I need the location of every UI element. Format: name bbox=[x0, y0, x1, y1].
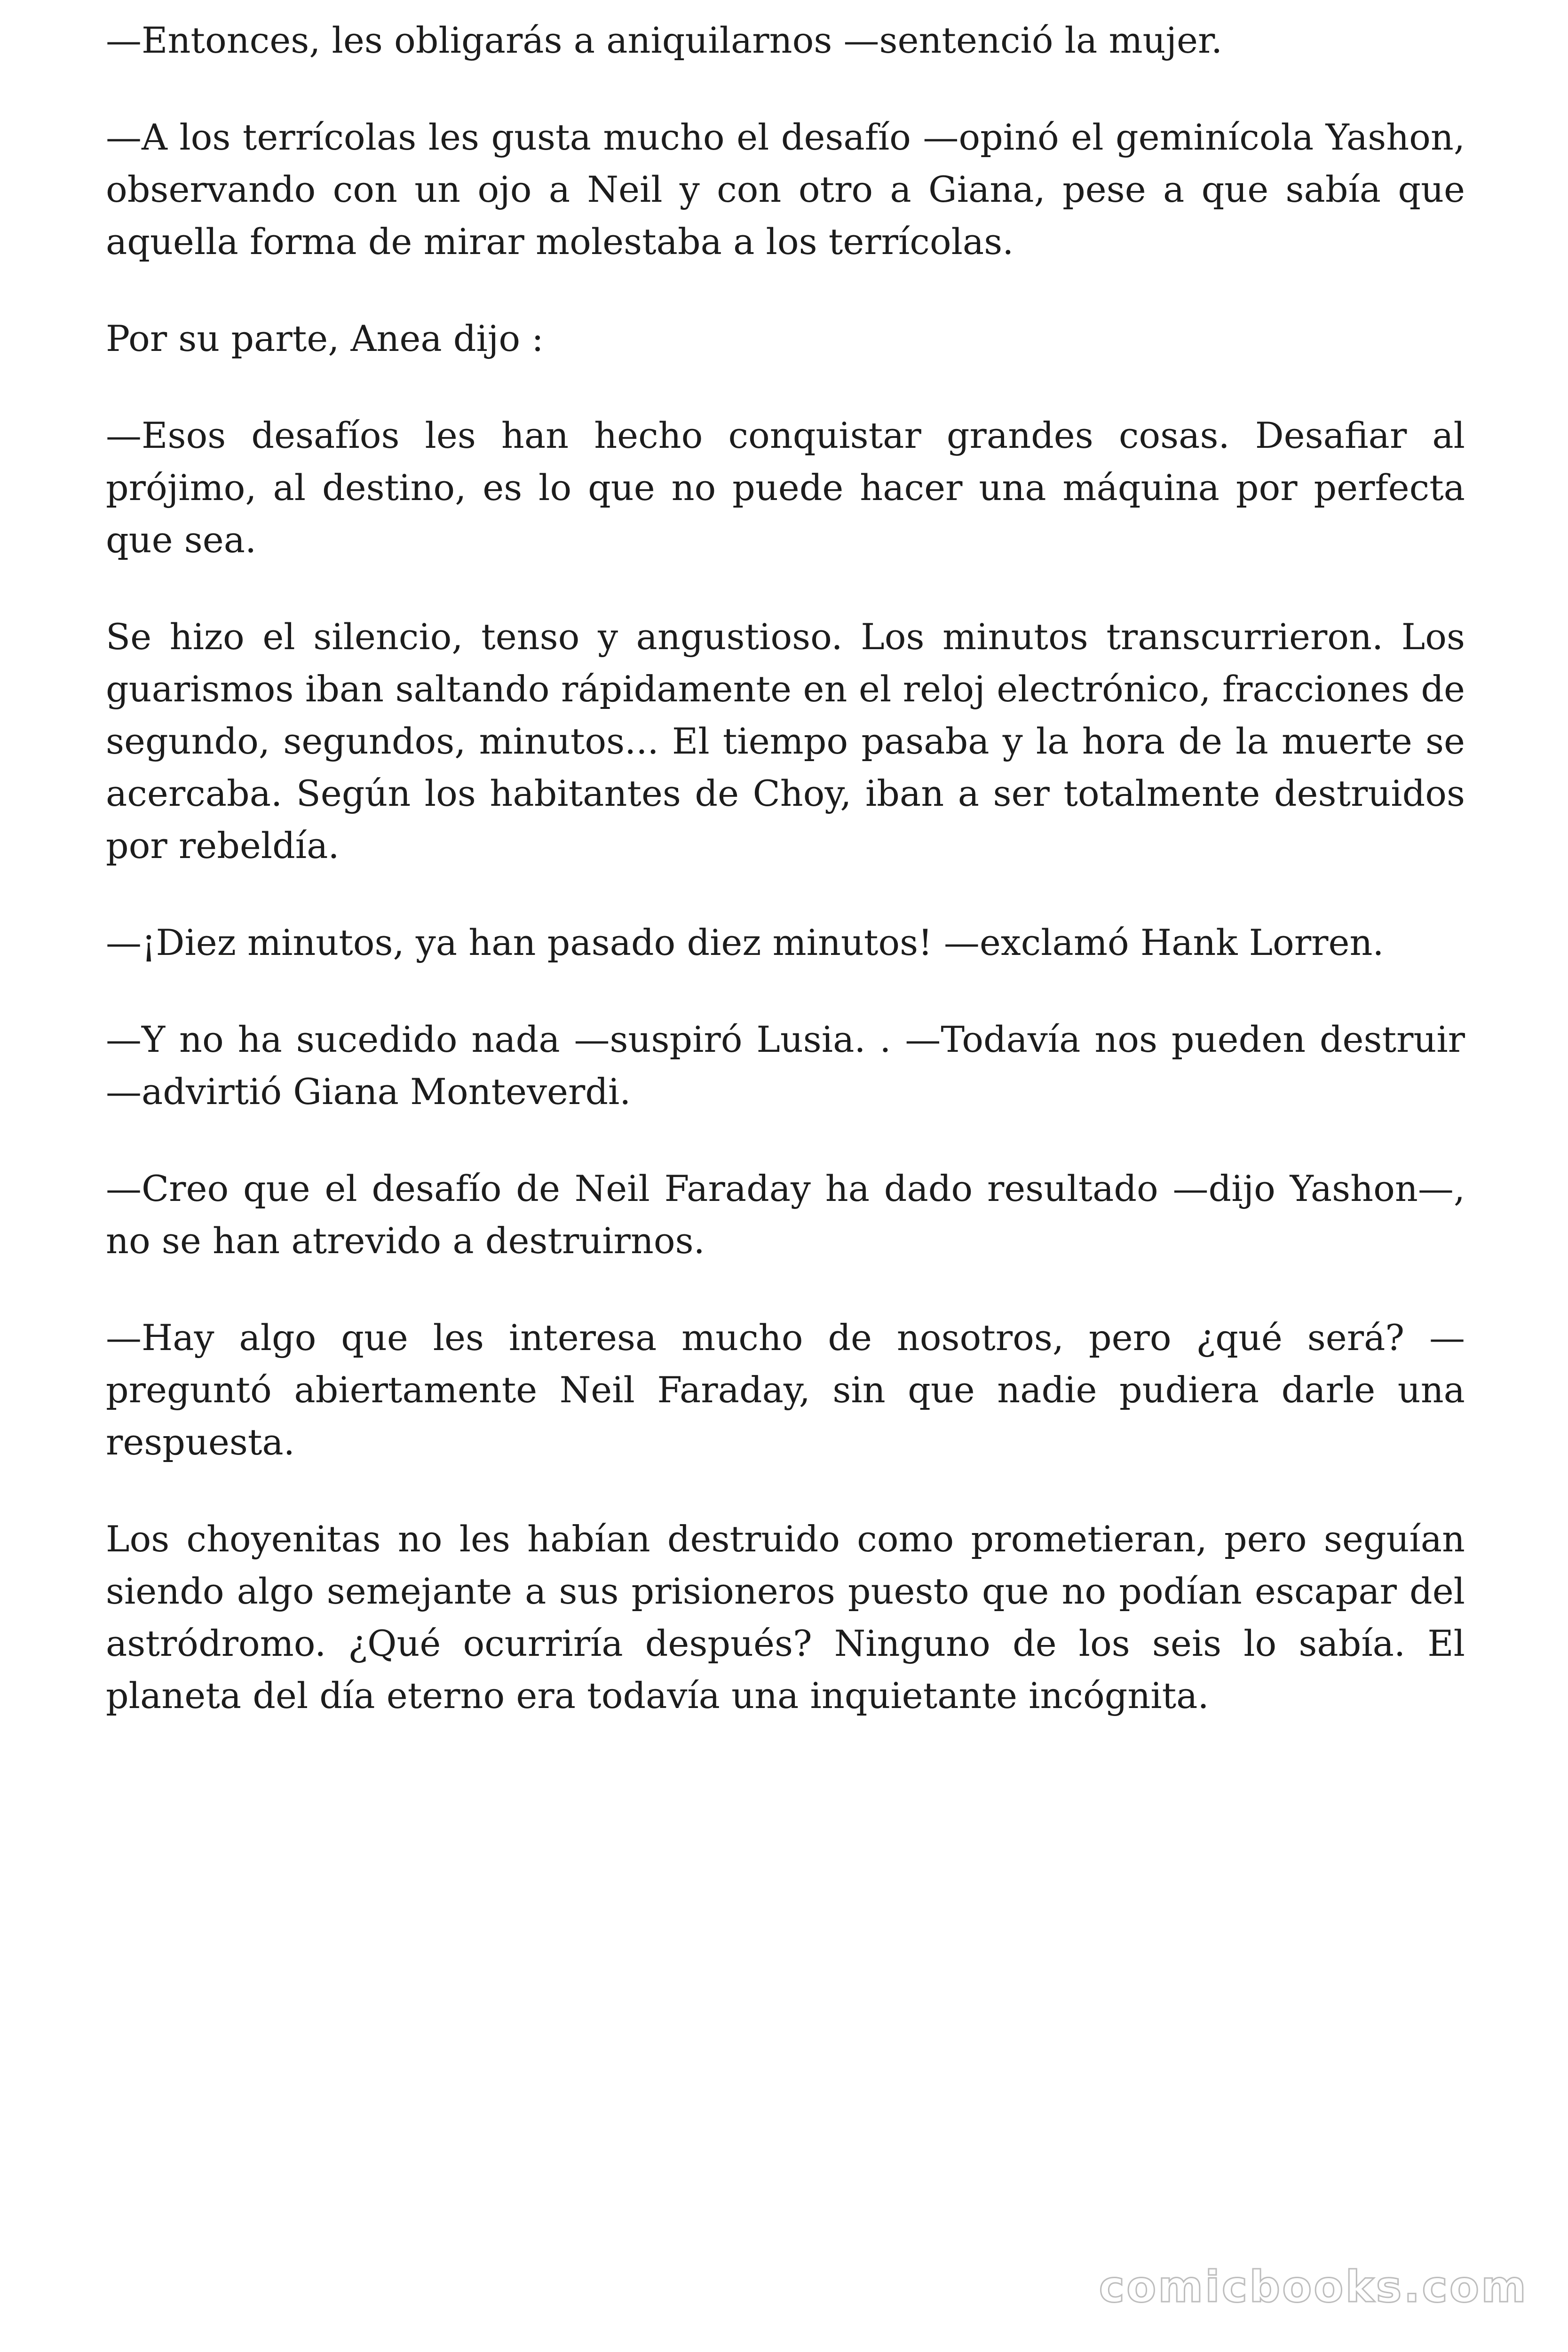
watermark-logo: comicbooks.com bbox=[1099, 2262, 1528, 2312]
paragraph: —A los terrícolas les gusta mucho el desafío —opinó el geminícola Yashon, observando con un ojo a Neil y con otro a Giana, pese a que sabía que aquella forma de mirar molestaba a los terrícolas. bbox=[106, 116, 1465, 262]
paragraph: —Y no ha sucedido nada —suspiró Lusia. . —Todavía nos pueden destruir —advirtió Giana Monteverdi. bbox=[106, 1018, 1465, 1112]
paragraph: —Esos desafíos les han hecho conquistar grandes cosas. Desafiar al prójimo, al destino, es lo que no puede hacer una máquina por perfecta que sea. bbox=[106, 414, 1465, 561]
document-body bbox=[106, 14, 1465, 1766]
paragraph: —¡Diez minutos, ya han pasado diez minutos! —exclamó Hank Lorren. bbox=[106, 922, 1384, 963]
paragraph: Por su parte, Anea dijo : bbox=[106, 318, 544, 359]
paragraph: Se hizo el silencio, tenso y angustioso. Los minutos transcurrieron. Los guarismos iban saltando rápidamente en el reloj electrónico, fracciones de segundo, segundos, minutos... El tiempo pasaba y la hora de la muerte se acercaba. Según los habitantes de Choy, iban a ser totalmente destruidos por rebeldía. bbox=[106, 616, 1465, 866]
paragraph: —Creo que el desafío de Neil Faraday ha dado resultado —dijo Yashon—, no se han atrevido a destruirnos. bbox=[106, 1168, 1465, 1262]
paragraph: —Hay algo que les interesa mucho de nosotros, pero ¿qué será? —preguntó abiertamente Neil Faraday, sin que nadie pudiera darle una respuesta. bbox=[106, 1317, 1465, 1463]
paragraph: Los choyenitas no les habían destruido como prometieran, pero seguían siendo algo semejante a sus prisioneros puesto que no podían escapar del astródromo. ¿Qué ocurriría después? Ninguno de los seis lo sabía. El planeta del día eterno era todavía una inquietante incógnita. bbox=[106, 1518, 1465, 1716]
paragraph: —Entonces, les obligarás a aniquilarnos —sentenció la mujer. bbox=[106, 19, 1223, 61]
